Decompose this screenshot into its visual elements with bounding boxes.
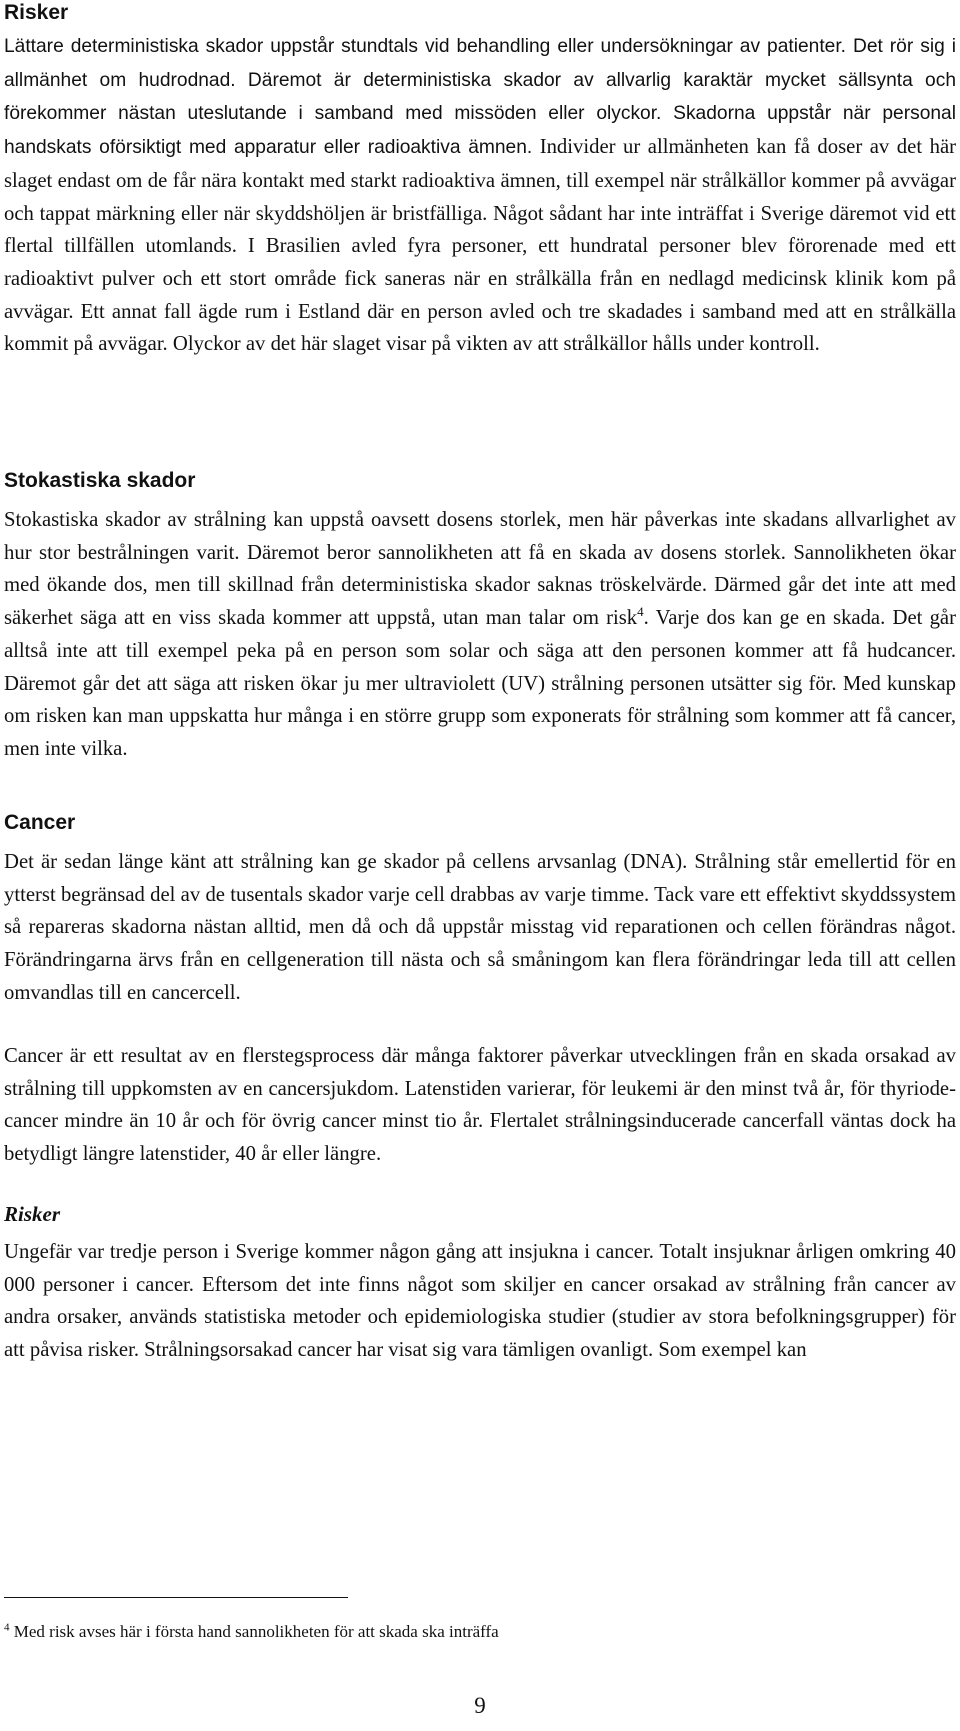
footnote-divider	[4, 1597, 348, 1598]
paragraph-risker-cancer: Ungefär var tredje person i Sverige kommer någon gång att insjukna i cancer. Totalt insjuknar årligen omkring 40 000 personer i cancer. Eftersom det inte finns något som skiljer en cancer orsakad av strålning från cancer av andra orsaker, används statistiska metoder och epidemiologiska studier (studier av stora befolkningsgrupper) för att påvisa risker. Strålningsorsakad cancer har visat sig vara tämligen ovanligt. Som exempel kan	[4, 1241, 956, 1362]
paragraph-risker-serif-part: Individer ur allmänheten kan få doser av det här slaget endast om de får nära kontakt med starkt radioaktiva ämnen, till exempel när strålkällor kommer på avvägar och tappat märkning eller när skyddshöljen är bristfälliga. Något sådant har inte inträffat i Sverige däremot vid ett flertal tillfällen utomlands. I Brasilien avled fyra personer, ett hundratal personer blev förorenade med ett radioaktivt pulver och ett stort område fick saneras när en strålkälla från en nedlagd medicinsk klinik kom på avvägar. Ett annat fall ägde rum i Estland där en person avled och tre skadades i samband med att en strålkälla kommit på avvägar. Olyckor av det här slaget visar på vikten av att strålkällor hålls under kontroll.	[4, 136, 957, 356]
section-heading-cancer: Cancer	[4, 811, 76, 834]
paragraph-risker-sans-part: Lättare deterministiska skador uppstår stundtals vid behandling eller undersökningar av patienter. Det rör sig i allmänhet om hudrodnad. Däremot är deterministiska skador av allvarlig karaktär mycket sällsynta och förekommer nästan uteslutande i samband med missöden eller olyckor. Skadorna uppstår när personal handskats oförsiktigt med apparatur eller radioaktiva ämnen.	[4, 36, 956, 159]
section-heading-stokastiska: Stokastiska skador	[4, 469, 196, 492]
paragraph-cancer-2: Cancer är ett resultat av en flerstegsprocess där många faktorer påverkar utvecklingen från en skada orsakad av strålning till uppkomsten av en cancersjukdom. Latenstiden varierar, för leukemi är den minst två år, för thyriode-cancer mindre än 10 år och för övrig cancer minst tio år. Flertalet strålningsinducerade cancerfall väntas dock ha betydligt längre latenstider, 40 år eller längre.	[4, 1045, 956, 1166]
paragraph-risker	[4, 30, 956, 361]
paragraph-stokastiska-part-a: Stokastiska skador av strålning kan uppstå oavsett dosens storlek, men här påverkas inte skadans allvarlighet av hur stor bestrålningen varit. Däremot beror sannolikheten att få en skada av dosens storlek. Sannolikheten ökar med ökande dos, men till skillnad från deterministiska skador saknas tröskelvärde. Därmed går det inte att med säkerhet säga att en viss skada kommer att uppstå, utan man talar om risk	[4, 509, 956, 630]
subheading-risker: Risker	[4, 1202, 61, 1226]
footnote-text: Med risk avses här i första hand sannolikheten för att skada ska inträffa	[9, 1622, 499, 1641]
footnote-reference: 4	[637, 604, 644, 620]
paragraph-stokastiska	[4, 504, 956, 766]
footnote	[4, 1622, 499, 1642]
paragraph-stokastiska-part-b: . Varje dos kan ge en skada. Det går alltså inte att till exempel peka på en person som solar och säga att den personen kommer att få hudcancer. Däremot går det att säga att risken ökar ju mer ultraviolett (UV) strålning personen utsätter sig för. Med kunskap om risken kan man uppskatta hur många i en större grupp som exponerats för strålning som kommer att få cancer, men inte vilka.	[4, 607, 956, 760]
footnote-number: 4	[4, 1621, 10, 1634]
section-heading-risker: Risker	[4, 1, 69, 24]
paragraph-cancer-1: Det är sedan länge känt att strålning kan ge skador på cellens arvsanlag (DNA). Strålning står emellertid för en ytterst begränsad del av de tusentals skador varje cell drabbas av varje timme. Tack vare ett effektivt skyddssystem så repareras skadorna nästan alltid, men då och då uppstår misstag vid reparationen och cellen förändras något. Förändringarna ärvs från en cellgeneration till nästa och så småningom kan flera förändringar leda till att cellen omvandlas till en cancercell.	[4, 851, 956, 1004]
page-number: 9	[474, 1693, 486, 1718]
